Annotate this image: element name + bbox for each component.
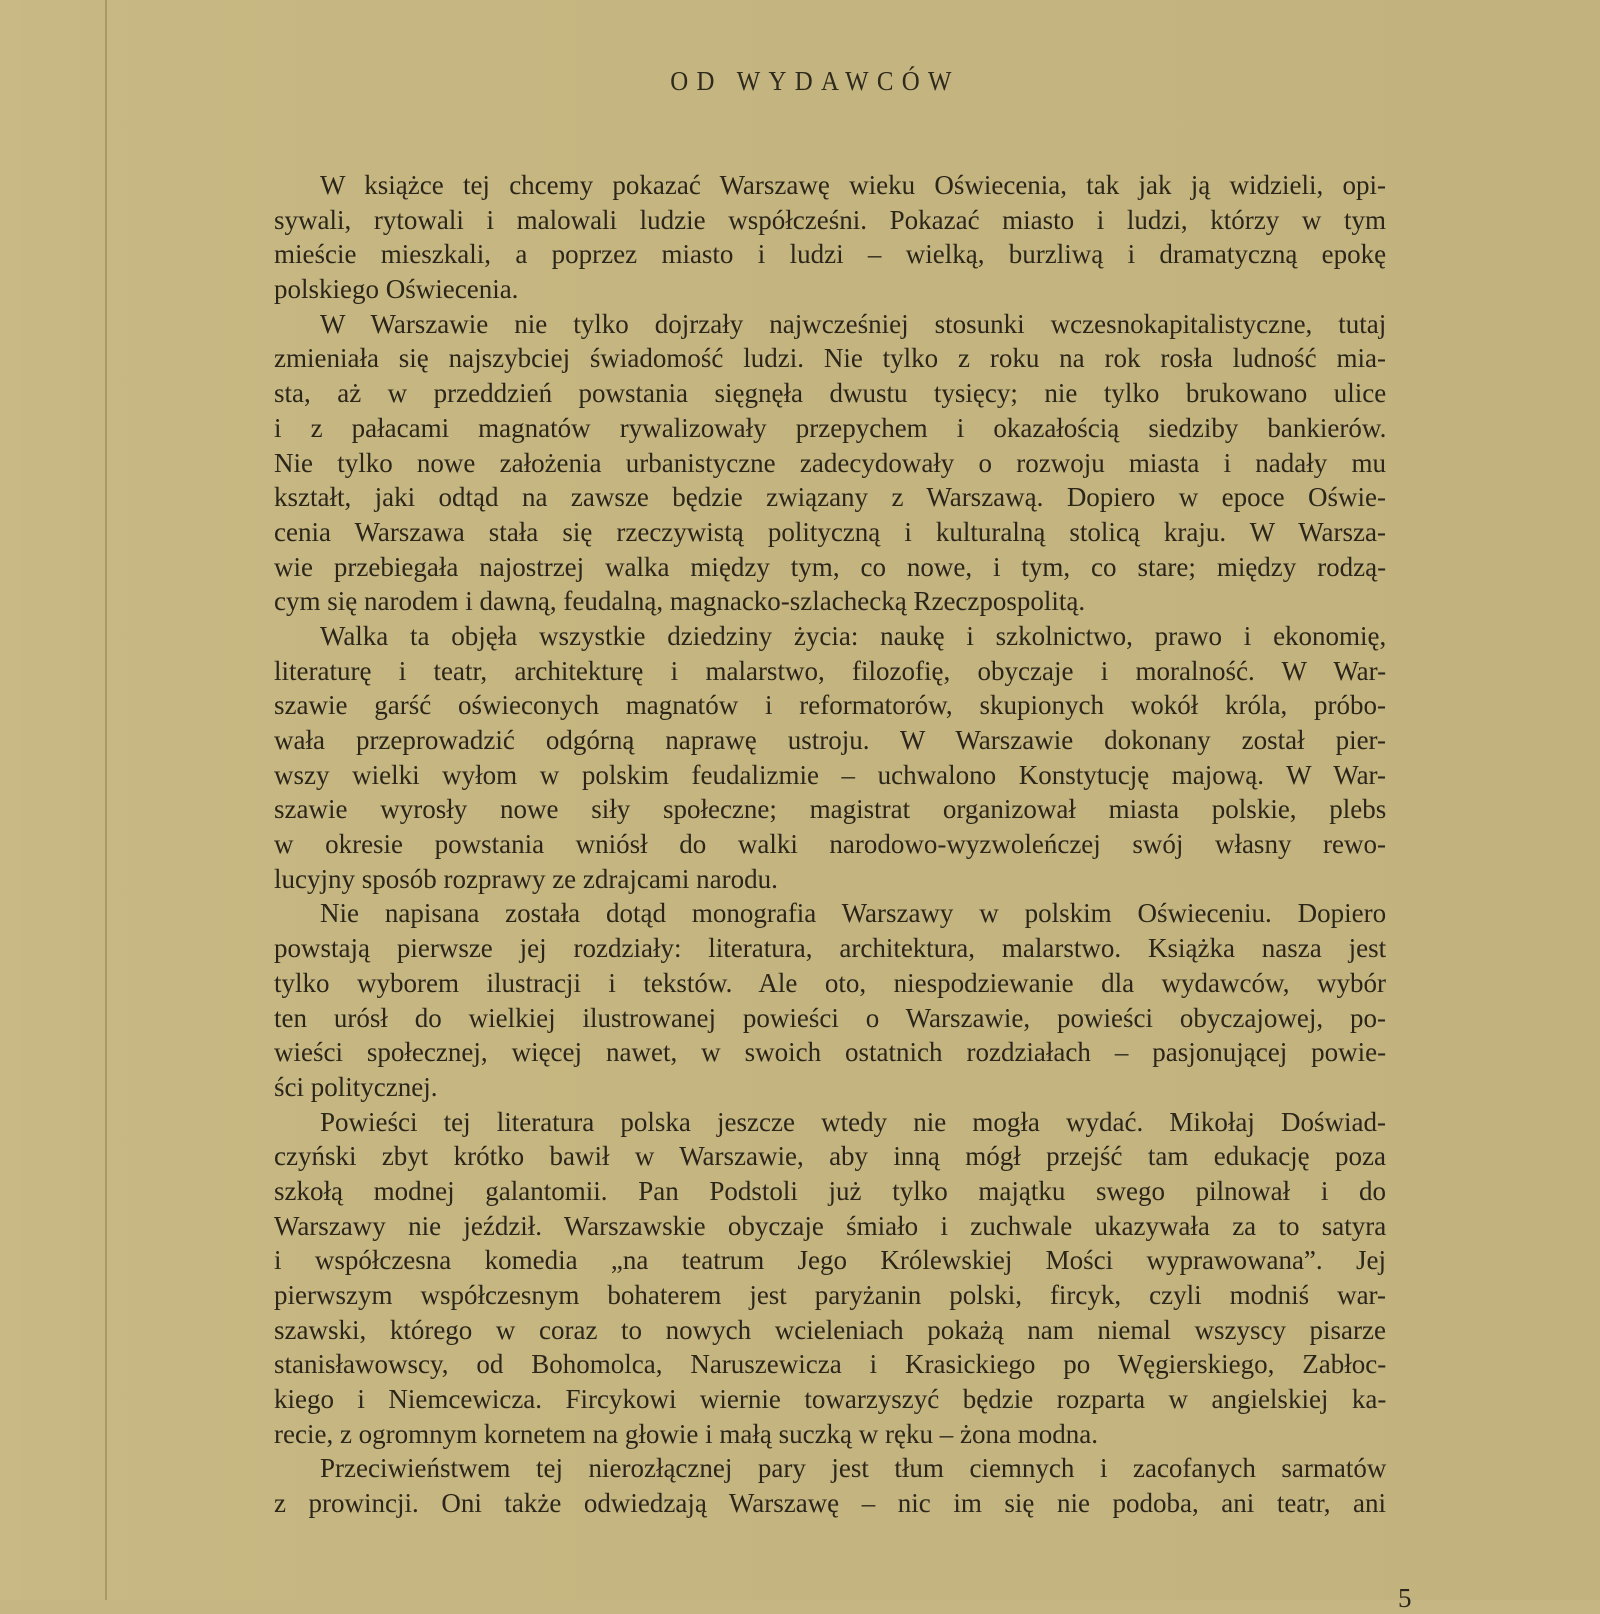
text-line: kiego i Niemcewicza. Fircykowi wiernie towarzyszyć będzie rozparta w angielskiej ka- — [274, 1384, 1387, 1415]
text-line: szawie wyrosły nowe siły społeczne; magistrat organizował miasta polskie, plebs — [274, 794, 1387, 825]
text-line: powstają pierwsze jej rozdziały: literatura, architektura, malarstwo. Książka nasza jest — [274, 933, 1387, 964]
text-line: szawie garść oświeconych magnatów i reformatorów, skupionych wokół króla, próbo- — [274, 690, 1386, 721]
text-line: Powieści tej literatura polska jeszcze wtedy nie mogła wydać. Mikołaj Doświad- — [320, 1106, 1386, 1137]
text-line: polskiego Oświecenia. — [274, 274, 519, 305]
text-line: stanisławowscy, od Bohomolca, Naruszewicza i Krasickiego po Węgierskiego, Zabłoc- — [274, 1349, 1387, 1380]
text-line: lucyjny sposób rozprawy ze zdrajcami narodu. — [274, 863, 778, 894]
text-line: cenia Warszawa stała się rzeczywistą polityczną i kulturalną stolicą kraju. W Warsza- — [274, 516, 1386, 547]
text-line: z prowincji. Oni także odwiedzają Warszawę – nic im się nie podoba, ani teatr, ani — [274, 1488, 1386, 1519]
text-line: Przeciwieństwem tej nierozłącznej pary jest tłum ciemnych i zacofanych sarmatów — [320, 1453, 1387, 1484]
body-text — [274, 168, 1386, 1521]
text-line: Walka ta objęła wszystkie dziedziny życia: naukę i szkolnictwo, prawo i ekonomię, — [320, 620, 1387, 651]
text-line: pierwszym współczesnym bohaterem jest paryżanin polski, fircyk, czyli modniś war- — [274, 1280, 1386, 1310]
text-line: W Warszawie nie tylko dojrzały najwcześniej stosunki wczesnokapitalistyczne, tutaj — [320, 308, 1387, 339]
page-number: 5 — [1398, 1583, 1412, 1613]
text-line: tylko wyborem ilustracji i tekstów. Ale oto, niespodziewanie dla wydawców, wybór — [274, 967, 1386, 998]
text-line: ten urósł do wielkiej ilustrowanej powieści o Warszawie, powieści obyczajowej, po- — [274, 1002, 1386, 1033]
paragraph — [274, 619, 1386, 897]
text-line: recie, z ogromnym kornetem na głowie i małą suczką w ręku – żona modna. — [274, 1418, 1098, 1449]
text-line: cym się narodem i dawną, feudalną, magnacko-szlachecką Rzeczpospolitą. — [274, 586, 1086, 617]
paragraph — [274, 1105, 1386, 1452]
text-line: W książce tej chcemy pokazać Warszawę wieku Oświecenia, tak jak ją widzieli, opi- — [320, 170, 1386, 200]
paragraph — [274, 1451, 1386, 1520]
text-line: kształt, jaki odtąd na zawsze będzie związany z Warszawą. Dopiero w epoce Oświe- — [274, 482, 1386, 513]
text-line: w okresie powstania wniósł do walki narodowo-wyzwoleńczej swój własny rewo- — [274, 829, 1386, 860]
text-line: i z pałacami magnatów rywalizowały przepychem i okazałością siedziby bankierów. — [274, 412, 1387, 443]
text-line: ści politycznej. — [274, 1071, 438, 1102]
text-line: wszy wielki wyłom w polskim feudalizmie – uchwalono Konstytucję majową. W War- — [274, 759, 1386, 790]
text-line: wała przeprowadzić odgórną naprawę ustroju. W Warszawie dokonany został pier- — [274, 725, 1386, 755]
text-line: wie przebiegała najostrzej walka między tym, co nowe, i tym, co stare; między rodzą- — [274, 551, 1387, 582]
text-line: mieście mieszkali, a poprzez miasto i ludzi – wielką, burzliwą i dramatyczną epokę — [274, 239, 1387, 270]
text-line: sta, aż w przeddzień powstania sięgnęła dwustu tysięcy; nie tylko brukowano ulice — [274, 378, 1387, 409]
text-line: Nie napisana została dotąd monografia Warszawy w polskim Oświeceniu. Dopiero — [320, 898, 1387, 929]
text-line: zmieniała się najszybciej świadomość ludzi. Nie tylko z roku na rok rosła ludność mia- — [274, 343, 1386, 374]
paragraph — [274, 168, 1386, 307]
chapter-title: OD WYDAWCÓW — [670, 66, 960, 96]
text-line: Nie tylko nowe założenia urbanistyczne zadecydowały o rozwoju miasta i nadały mu — [274, 447, 1386, 478]
paragraph — [274, 307, 1386, 619]
text-line: szkołą modnej galantomii. Pan Podstoli już tylko majątku swego pilnował i do — [274, 1175, 1386, 1206]
paragraph — [274, 896, 1386, 1104]
facing-page-edge — [0, 0, 107, 1600]
text-line: Warszawy nie jeździł. Warszawskie obyczaje śmiało i zuchwale ukazywała za to satyra — [274, 1210, 1387, 1241]
text-line: literaturę i teatr, architekturę i malarstwo, filozofię, obyczaje i moralność. W War- — [274, 655, 1387, 686]
text-line: wieści społecznej, więcej nawet, w swoich ostatnich rozdziałach – pasjonującej powie- — [274, 1037, 1387, 1068]
text-line: czyński zbyt krótko bawił w Warszawie, aby inną mógł przejść tam edukację poza — [274, 1141, 1386, 1172]
text-line: i współczesna komedia „na teatrum Jego Królewskiej Mości wyprawowana”. Jej — [274, 1245, 1386, 1276]
text-line: sywali, rytowali i malowali ludzie współcześni. Pokazać miasto i ludzi, którzy w tym — [274, 204, 1386, 235]
text-line: szawski, którego w coraz to nowych wcieleniach pokażą nam niemal wszyscy pisarze — [274, 1314, 1386, 1345]
